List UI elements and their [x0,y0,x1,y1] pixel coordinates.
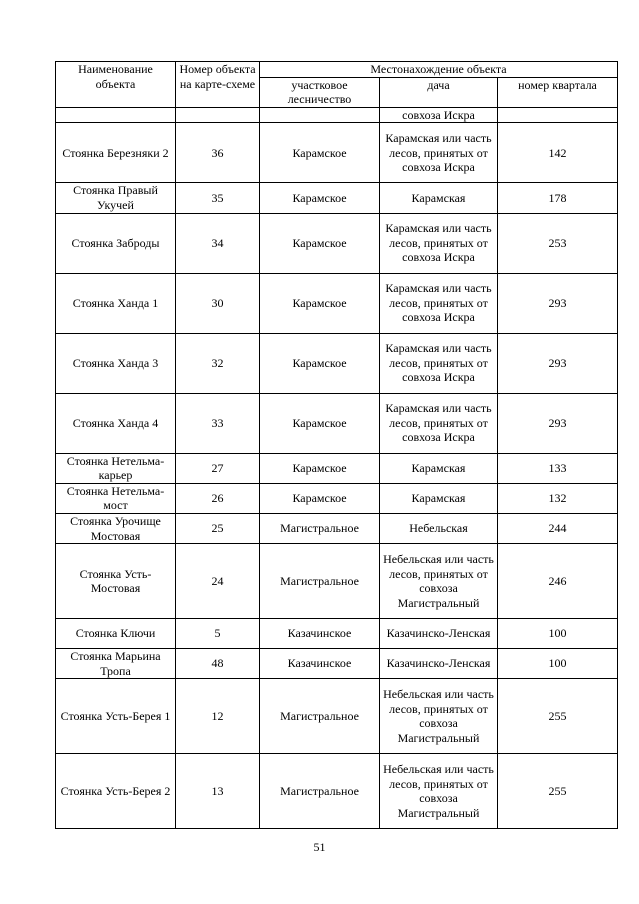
cell-name: Стоянка Марьина Тропа [56,649,176,679]
cell-quarter [498,107,618,123]
cell-forestry: Магистральное [260,513,380,543]
cell-map-number [176,107,260,123]
cell-quarter: 100 [498,619,618,649]
table-row [56,333,618,393]
cell-dacha: Карамская или часть лесов, принятых от совхоза Искра [380,393,498,453]
cell-forestry: Карамское [260,183,380,213]
cell-name: Стоянка Усть-Берея 1 [56,679,176,754]
header-dacha: дача [380,77,498,107]
table-row [56,754,618,829]
table-row [56,123,618,183]
cell-quarter: 132 [498,483,618,513]
cell-dacha: совхоза Искра [380,107,498,123]
table-header [56,62,618,108]
cell-name: Стоянка Правый Укучей [56,183,176,213]
cell-quarter: 133 [498,453,618,483]
cell-dacha: Карамская или часть лесов, принятых от совхоза Искра [380,213,498,273]
cell-map-number: 35 [176,183,260,213]
cell-quarter: 293 [498,273,618,333]
cell-map-number: 5 [176,619,260,649]
cell-name: Стоянка Урочище Мостовая [56,513,176,543]
cell-dacha: Небельская [380,513,498,543]
page-number: 51 [313,840,326,854]
cell-forestry: Магистральное [260,754,380,829]
cell-name: Стоянка Усть-Берея 2 [56,754,176,829]
table-row [56,213,618,273]
cell-dacha: Казачинско-Ленская [380,649,498,679]
cell-quarter: 255 [498,679,618,754]
cell-name: Стоянка Нетельма-карьер [56,453,176,483]
cell-name: Стоянка Березняки 2 [56,123,176,183]
cell-name: Стоянка Ключи [56,619,176,649]
cell-quarter: 100 [498,649,618,679]
cell-name: Стоянка Ханда 1 [56,273,176,333]
table-row [56,183,618,213]
cell-dacha: Карамская [380,453,498,483]
cell-map-number: 33 [176,393,260,453]
cell-name: Стоянка Усть-Мостовая [56,544,176,619]
cell-name: Стоянка Заброды [56,213,176,273]
table-row [56,679,618,754]
cell-dacha: Небельская или часть лесов, принятых от совхоза Магистральный [380,754,498,829]
cell-quarter: 293 [498,393,618,453]
cell-quarter: 253 [498,213,618,273]
table-body [56,107,618,829]
header-location: Местонахождение объекта [260,62,618,78]
cell-forestry: Магистральное [260,679,380,754]
cell-map-number: 24 [176,544,260,619]
cell-map-number: 26 [176,483,260,513]
table-row [56,273,618,333]
table-row [56,483,618,513]
cell-name: Стоянка Ханда 3 [56,333,176,393]
cell-name [56,107,176,123]
cell-forestry: Магистральное [260,544,380,619]
cell-map-number: 30 [176,273,260,333]
cell-dacha: Карамская или часть лесов, принятых от совхоза Искра [380,123,498,183]
cell-dacha: Карамская или часть лесов, принятых от совхоза Искра [380,273,498,333]
cell-forestry: Карамское [260,483,380,513]
cell-forestry: Карамское [260,213,380,273]
header-map-number: Номер объекта на карте-схеме [176,62,260,108]
table-row [56,649,618,679]
cell-map-number: 12 [176,679,260,754]
cell-map-number: 48 [176,649,260,679]
cell-forestry: Казачинское [260,649,380,679]
cell-quarter: 293 [498,333,618,393]
cell-dacha: Карамская [380,483,498,513]
cell-map-number: 27 [176,453,260,483]
cell-dacha: Казачинско-Ленская [380,619,498,649]
cell-quarter: 178 [498,183,618,213]
cell-dacha: Небельская или часть лесов, принятых от совхоза Магистральный [380,679,498,754]
cell-map-number: 32 [176,333,260,393]
header-quarter: номер квартала [498,77,618,107]
table-row [56,619,618,649]
cell-forestry: Карамское [260,333,380,393]
cell-dacha: Небельская или часть лесов, принятых от совхоза Магистральный [380,544,498,619]
cell-forestry [260,107,380,123]
cell-quarter: 142 [498,123,618,183]
table-row [56,453,618,483]
objects-table [55,61,618,829]
table-row [56,393,618,453]
cell-map-number: 36 [176,123,260,183]
cell-forestry: Карамское [260,453,380,483]
header-name: Наименование объекта [56,62,176,108]
cell-name: Стоянка Ханда 4 [56,393,176,453]
cell-forestry: Карамское [260,393,380,453]
cell-map-number: 34 [176,213,260,273]
cell-quarter: 255 [498,754,618,829]
cell-map-number: 13 [176,754,260,829]
cell-quarter: 246 [498,544,618,619]
header-forestry: участковое лесничество [260,77,380,107]
cell-dacha: Карамская [380,183,498,213]
table-row [56,513,618,543]
cell-dacha: Карамская или часть лесов, принятых от совхоза Искра [380,333,498,393]
cell-map-number: 25 [176,513,260,543]
cell-forestry: Карамское [260,123,380,183]
cell-name: Стоянка Нетельма-мост [56,483,176,513]
continuation-row [56,107,618,123]
cell-quarter: 244 [498,513,618,543]
cell-forestry: Казачинское [260,619,380,649]
cell-forestry: Карамское [260,273,380,333]
table-row [56,544,618,619]
